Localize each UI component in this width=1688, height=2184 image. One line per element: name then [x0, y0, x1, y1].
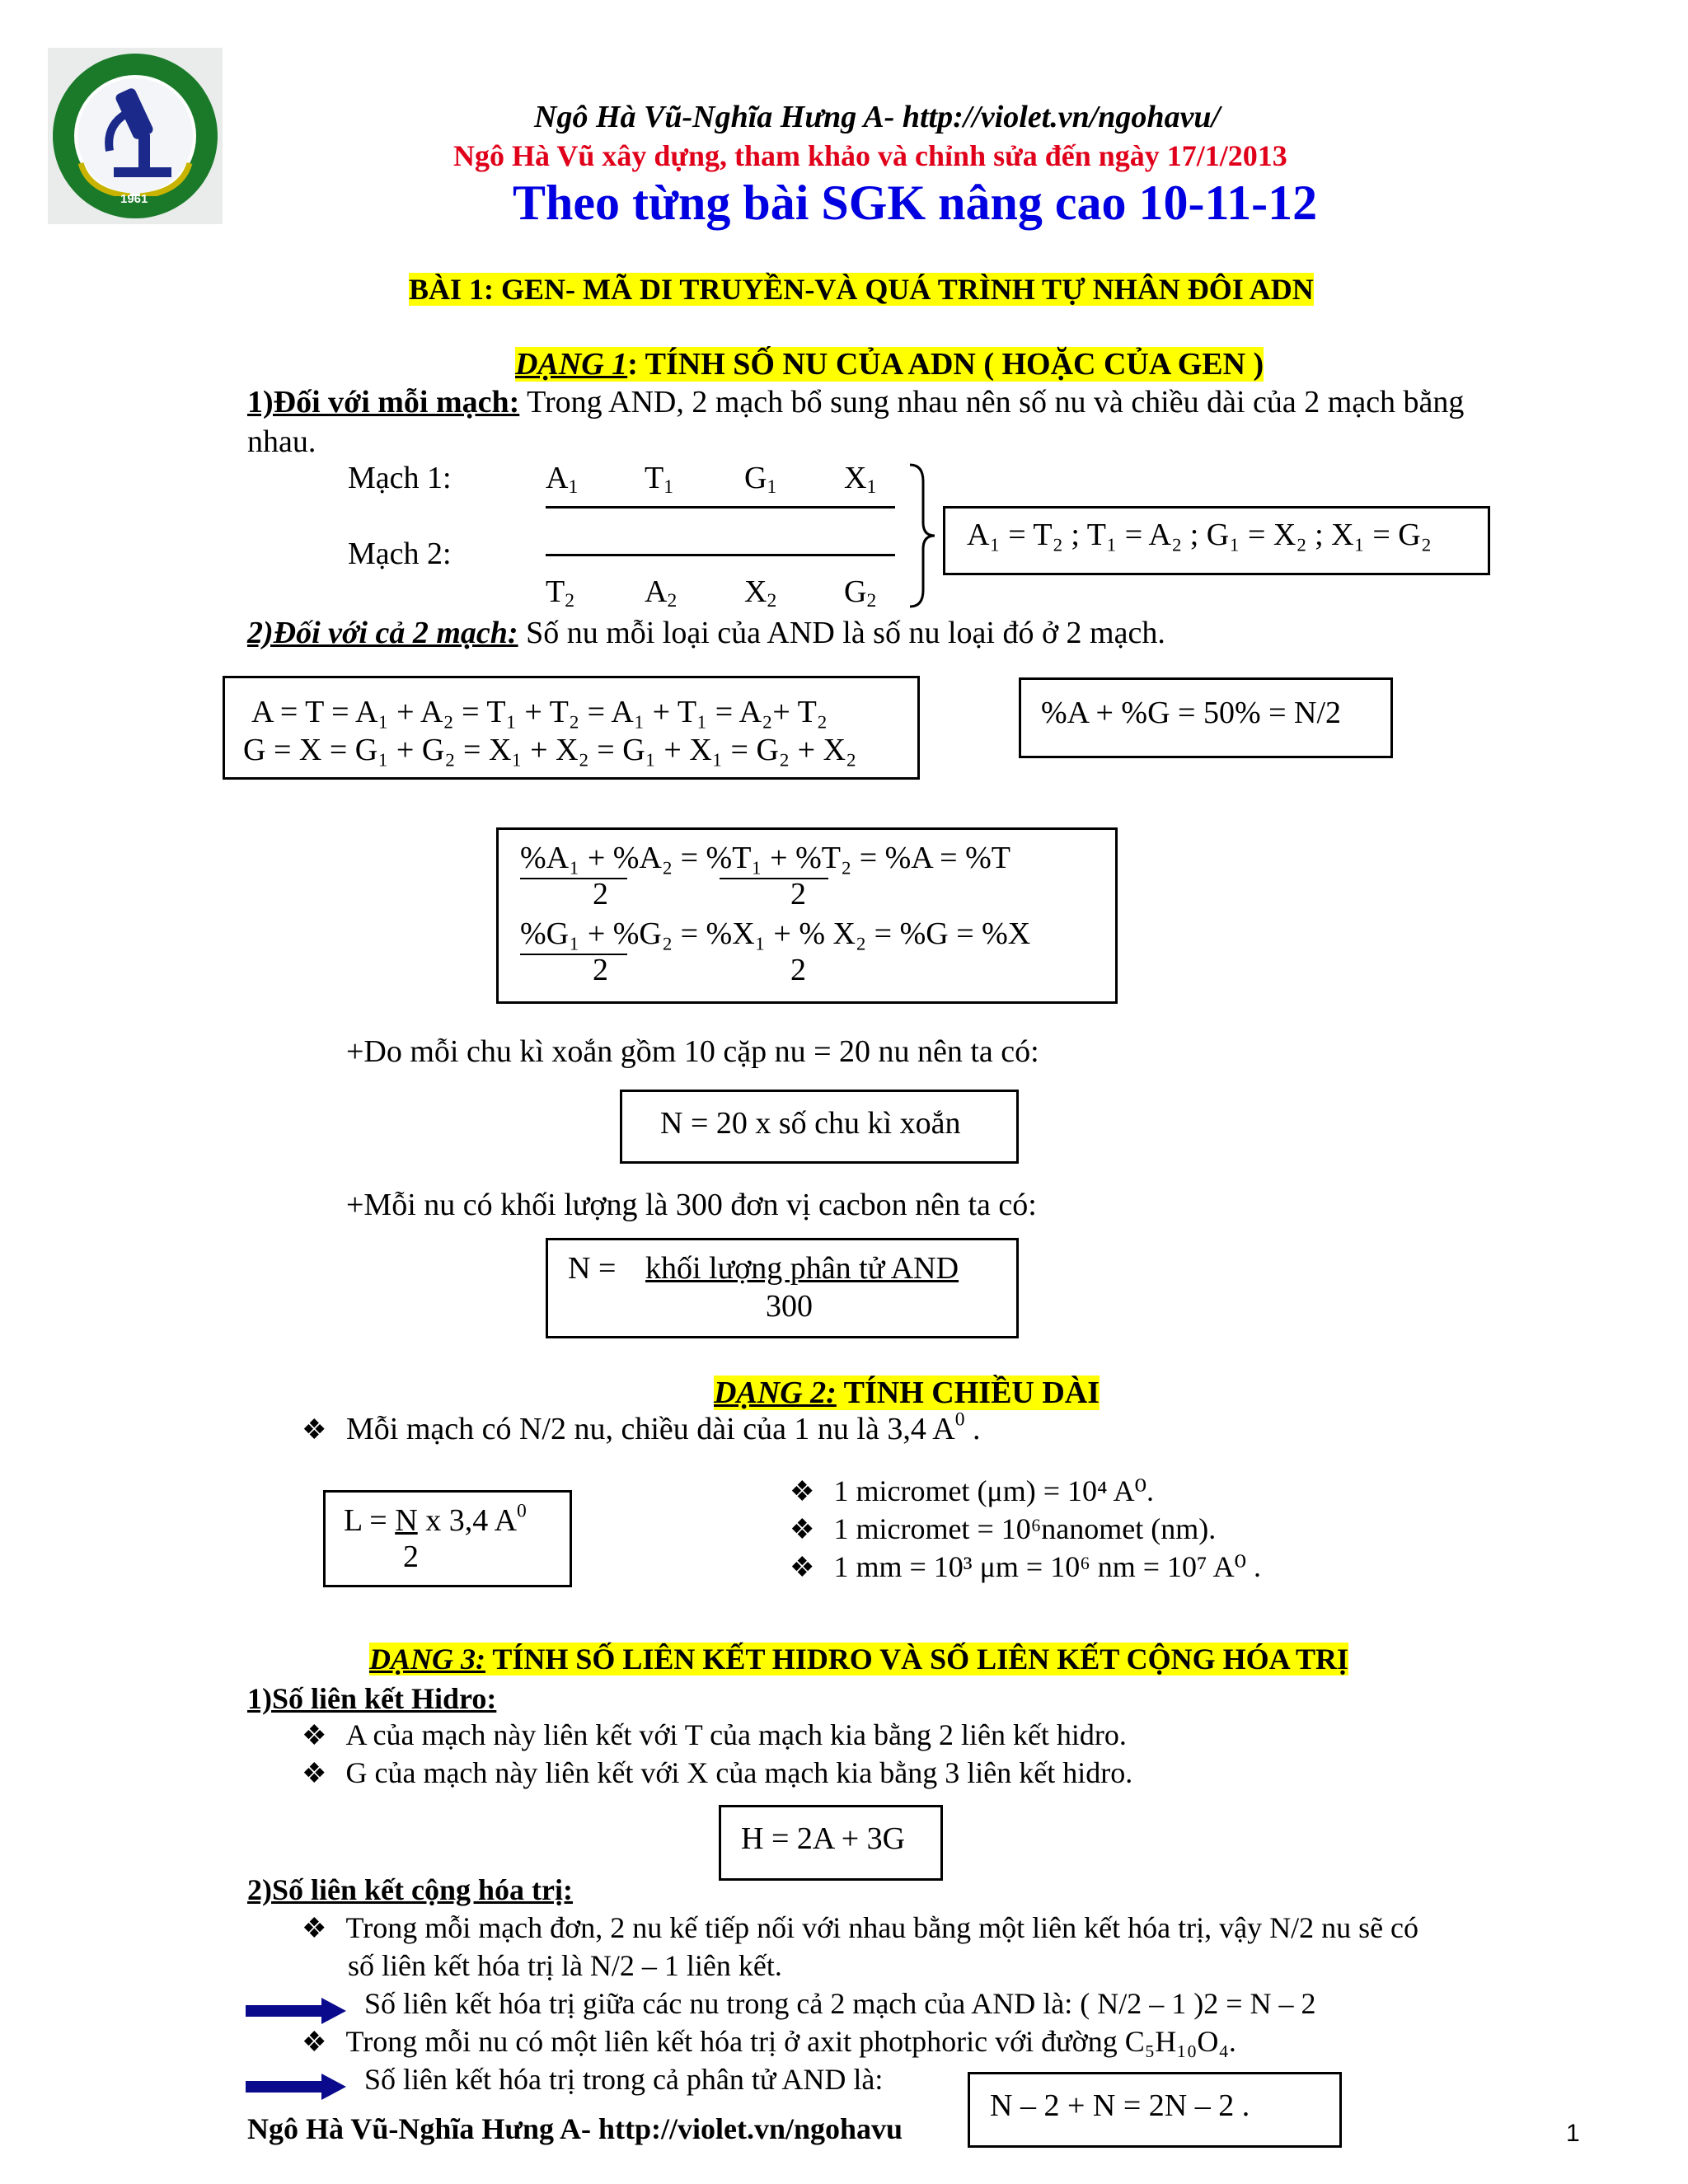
- conversion-3: ❖ 1 mm = 10³ μm = 10⁶ nm = 10⁷ A⁰ .: [790, 1550, 1262, 1583]
- percent-sum-box: %A + %G = 50% = N/2: [1019, 677, 1393, 758]
- header-author-line: Ngô Hà Vũ-Nghĩa Hưng A- http://violet.vn/ngohavu/: [534, 100, 1221, 134]
- diamond-bullet-icon: ❖: [302, 2027, 327, 2058]
- dang3-sec2-label: 2)Số liên kết cộng hóa trị:: [247, 1873, 573, 1906]
- diamond-bullet-icon: ❖: [302, 1415, 327, 1446]
- diamond-bullet-icon: ❖: [302, 1914, 327, 1944]
- dang1-heading: DẠNG 1: TÍNH SỐ NU CỦA ADN ( HOẶC CỦA GEN ): [515, 347, 1264, 382]
- dang1-sec1-line2: nhau.: [247, 424, 316, 459]
- final-covalent-box: N – 2 + N = 2N – 2 .: [968, 2072, 1342, 2148]
- footer-text: Ngô Hà Vũ-Nghĩa Hưng A- http://violet.vn/ngohavu: [247, 2112, 903, 2145]
- pct-a-numerator: %A₁ + %A₂ = %T₁ + %T₂ = %A = %T: [520, 841, 1010, 875]
- page-number: 1: [1566, 2120, 1580, 2147]
- diamond-bullet-icon: ❖: [302, 1721, 327, 1751]
- pair-rule-box: A₁ = T₂ ; T₁ = A₂ ; G₁ = X₂ ; X₁ = G₂: [943, 506, 1490, 575]
- arrow-2-text: Số liên kết hóa trị trong cả phân tử AND là:: [364, 2063, 884, 2096]
- diamond-bullet-icon: ❖: [790, 1515, 815, 1545]
- pct-a-denominator-2: 2: [790, 877, 806, 912]
- diamond-bullet-icon: ❖: [302, 1759, 327, 1789]
- dang3-bullet-3-cont: số liên kết hóa trị là N/2 – 1 liên kết.: [348, 1949, 782, 1982]
- dang3-bullet-2: ❖ G của mạch này liên kết với X của mạch kia bằng 3 liên kết hidro.: [302, 1756, 1133, 1789]
- school-logo: [48, 48, 223, 224]
- at-equation: A = T = A₁ + A₂ = T₁ + T₂ = A₁ + T₁ = A₂+ T₂: [251, 695, 828, 729]
- dang3-bullet-3: ❖ Trong mỗi mạch đơn, 2 nu kế tiếp nối với nhau bằng một liên kết hóa trị, vậy N/2 nu sẽ có: [302, 1911, 1419, 1944]
- header-revision-line: Ngô Hà Vũ xây dựng, tham khảo và chỉnh sửa đến ngày 17/1/2013: [453, 139, 1287, 172]
- helix-formula-box: N = 20 x số chu kì xoắn: [620, 1090, 1019, 1164]
- pct-g-denominator-1: 2: [593, 953, 608, 987]
- strand1-g: $G_1$: [744, 461, 777, 498]
- arrow-right-icon: [246, 2070, 348, 2103]
- strand1-line: [546, 506, 895, 509]
- strand2-t: $T_2$: [546, 574, 574, 612]
- mach1-label: Mạch 1:: [348, 461, 452, 495]
- conversion-1: ❖ 1 micromet (μm) = 10⁴ A⁰.: [790, 1474, 1155, 1507]
- dang3-bullet-1: ❖ A của mạch này liên kết với T của mạch kia bằng 2 liên kết hidro.: [302, 1718, 1127, 1751]
- dang2-bullet-1: ❖ Mỗi mạch có N/2 nu, chiều dài của 1 nu là 3,4 $A^0$ .: [302, 1408, 981, 1446]
- dang1-sec2-label: 2)Đối với cả 2 mạch:: [247, 616, 518, 650]
- arrow-right-icon: [246, 1994, 348, 2027]
- hydrogen-formula-box: H = 2A + 3G: [719, 1805, 943, 1881]
- helix-note: +Do mỗi chu kì xoắn gồm 10 cặp nu = 20 nu nên ta có:: [346, 1034, 1039, 1069]
- diamond-bullet-icon: ❖: [790, 1477, 815, 1507]
- dang3-bullet-4: ❖ Trong mỗi nu có một liên kết hóa trị ở axit photphoric với đường C₅H₁₀O₄.: [302, 2025, 1236, 2058]
- mass-denominator: 300: [766, 1289, 813, 1324]
- mass-formula-box: N = khối lượng phân tử AND 300: [546, 1238, 1019, 1338]
- strand2-a: $A_2$: [645, 574, 678, 612]
- arrow-1-text: Số liên kết hóa trị giữa các nu trong cả 2 mạch của AND là: ( N/2 – 1 )2 = N – 2: [364, 1987, 1316, 2020]
- strand2-line: [546, 554, 895, 556]
- dang1-sec2-line: 2)Đối với cả 2 mạch: Số nu mỗi loại của AND là số nu loại đó ở 2 mạch.: [247, 616, 1165, 650]
- page-title: Theo từng bài SGK nâng cao 10-11-12: [513, 176, 1318, 230]
- mach2-label: Mạch 2:: [348, 537, 452, 571]
- mass-note: +Mỗi nu có khối lượng là 300 đơn vị cacbon nên ta có:: [346, 1188, 1037, 1222]
- gx-equation: G = X = G₁ + G₂ = X₁ + X₂ = G₁ + X₁ = G₂ + X₂: [243, 733, 857, 767]
- strand1-t: $T_1$: [645, 461, 673, 498]
- diamond-bullet-icon: ❖: [790, 1553, 815, 1583]
- dang2-heading: DẠNG 2: TÍNH CHIỀU DÀI: [714, 1376, 1100, 1410]
- pct-g-numerator: %G₁ + %G₂ = %X₁ + % X₂ = %G = %X: [520, 916, 1031, 951]
- brace-icon: [905, 462, 938, 610]
- strand1-x: $X_1$: [844, 461, 877, 498]
- dang3-sec1-label: 1)Số liên kết Hidro:: [247, 1682, 497, 1715]
- percent-formula-box: [496, 827, 1118, 1004]
- pct-g-denominator-2: 2: [790, 953, 806, 987]
- dang1-sec1-label: 1)Đối với mỗi mạch:: [247, 385, 520, 419]
- lesson-title: BÀI 1: GEN- MÃ DI TRUYỀN-VÀ QUÁ TRÌNH TỰ NHÂN ĐÔI ADN: [409, 273, 1314, 306]
- length-formula-box: L = N x 3,4 $A^0$ 2: [323, 1490, 572, 1587]
- dang1-sec1-line: 1)Đối với mỗi mạch: Trong AND, 2 mạch bổ sung nhau nên số nu và chiều dài của 2 mạch bằng: [247, 385, 1465, 419]
- strand2-g: $G_2$: [844, 574, 877, 612]
- strand2-x: $X_2$: [744, 574, 777, 612]
- dang3-heading: DẠNG 3: TÍNH SỐ LIÊN KẾT HIDRO VÀ SỐ LIÊN KẾT CỘNG HÓA TRỊ: [369, 1643, 1348, 1675]
- mass-numerator: khối lượng phân tử AND: [645, 1251, 959, 1286]
- logo-year: 1961: [120, 192, 148, 206]
- base-equality-box: [223, 676, 920, 780]
- strand1-a: $A_1$: [546, 461, 579, 498]
- pct-a-denominator-1: 2: [593, 877, 608, 912]
- conversion-2: ❖ 1 micromet = 10⁶nanomet (nm).: [790, 1512, 1217, 1545]
